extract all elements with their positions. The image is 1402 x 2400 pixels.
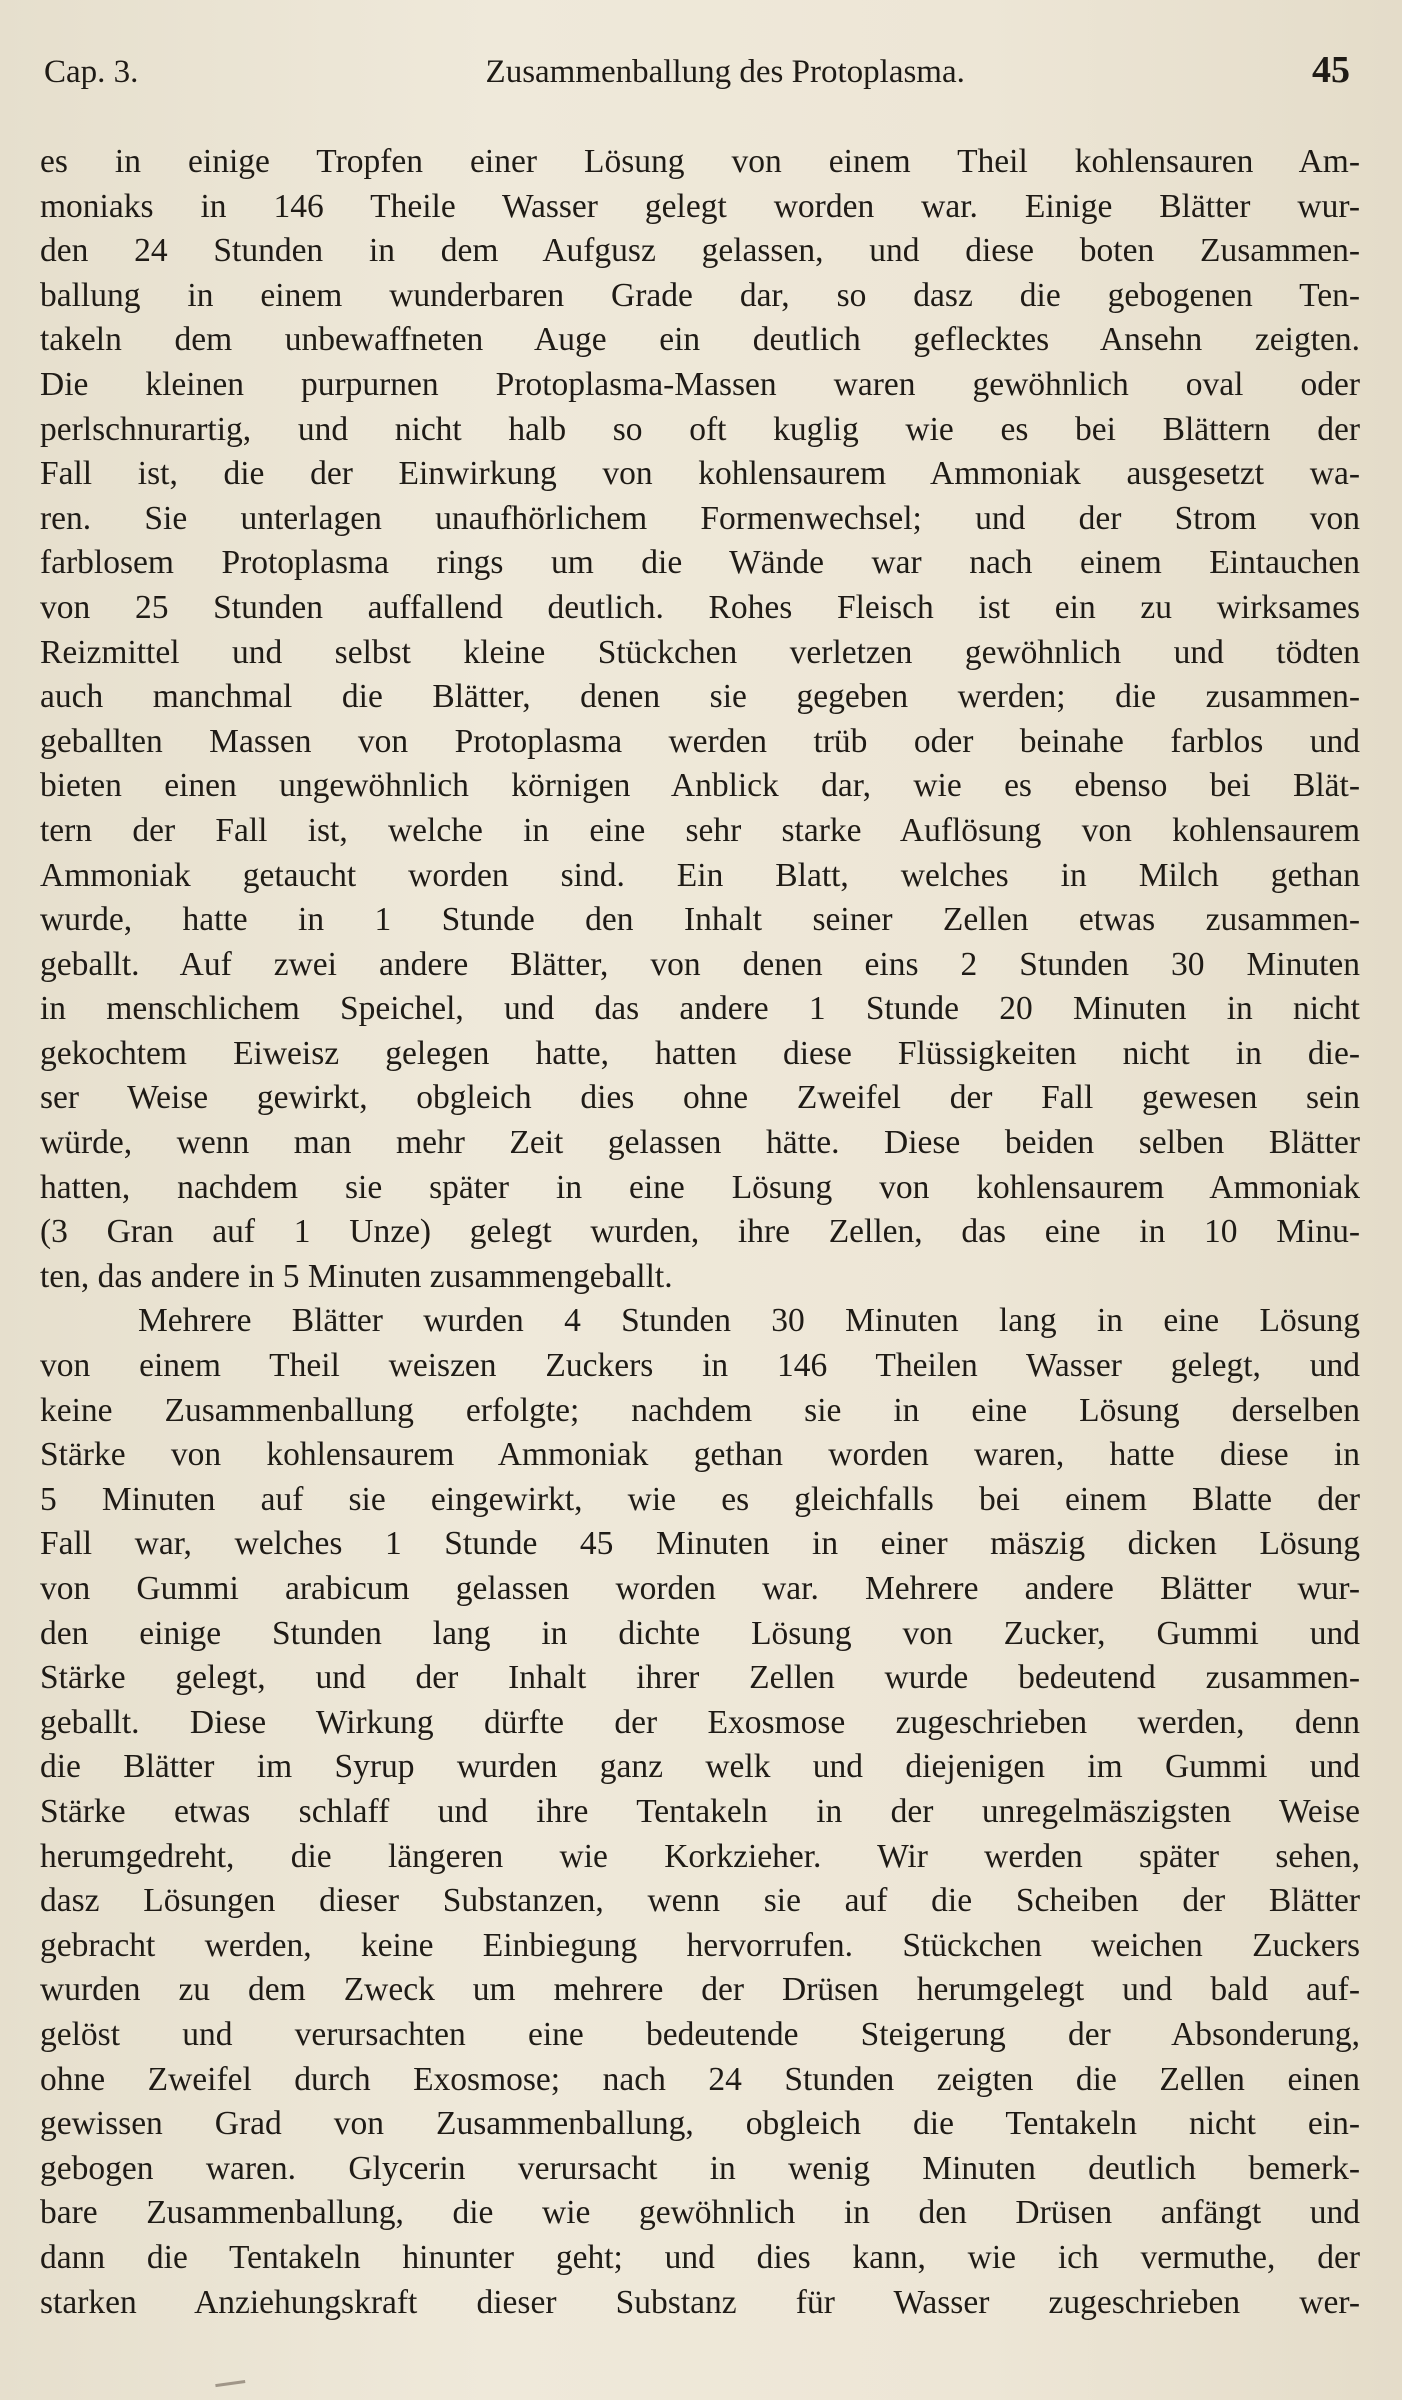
text-line: bieten einen ungewöhnlich körnigen Anblick dar, wie es ebenso bei Blät- bbox=[40, 767, 1360, 805]
text-line: in menschlichem Speichel, und das andere 1 Stunde 20 Minuten in nicht bbox=[40, 990, 1360, 1028]
text-line: Stärke gelegt, und der Inhalt ihrer Zellen wurde bedeutend zusammen- bbox=[40, 1659, 1360, 1697]
text-line: Ammoniak getaucht worden sind. Ein Blatt, welches in Milch gethan bbox=[40, 856, 1360, 894]
text-line: gewissen Grad von Zusammenballung, obgleich die Tentakeln nicht ein- bbox=[40, 2105, 1360, 2143]
text-line: wurden zu dem Zweck um mehrere der Drüsen herumgelegt und bald auf- bbox=[40, 1971, 1360, 2009]
text-line: dann die Tentakeln hinunter geht; und dies kann, wie ich vermuthe, der bbox=[40, 2238, 1360, 2276]
text-line: ohne Zweifel durch Exosmose; nach 24 Stunden zeigten die Zellen einen bbox=[40, 2060, 1360, 2098]
text-line: Fall war, welches 1 Stunde 45 Minuten in einer mäszig dicken Lösung bbox=[40, 1525, 1360, 1563]
text-line: auch manchmal die Blätter, denen sie gegeben werden; die zusammen- bbox=[40, 678, 1360, 716]
text-line: gekochtem Eiweisz gelegen hatte, hatten diese Flüssigkeiten nicht in die- bbox=[40, 1034, 1360, 1072]
text-line: ren. Sie unterlagen unaufhörlichem Formenwechsel; und der Strom von bbox=[40, 499, 1360, 537]
text-line: moniaks in 146 Theile Wasser gelegt worden war. Einige Blätter wur- bbox=[40, 187, 1360, 225]
text-line: Fall ist, die der Einwirkung von kohlensaurem Ammoniak ausgesetzt wa- bbox=[40, 455, 1360, 493]
text-line: von 25 Stunden auffallend deutlich. Rohes Fleisch ist ein zu wirksames bbox=[40, 588, 1360, 626]
text-line: ballung in einem wunderbaren Grade dar, so dasz die gebogenen Ten- bbox=[40, 276, 1360, 314]
text-line: hatten, nachdem sie später in eine Lösung von kohlensaurem Ammoniak bbox=[40, 1168, 1360, 1206]
text-line: bare Zusammenballung, die wie gewöhnlich in den Drüsen anfängt und bbox=[40, 2194, 1360, 2232]
text-line: gelöst und verursachten eine bedeutende Steigerung der Absonderung, bbox=[40, 2015, 1360, 2053]
text-line: 5 Minuten auf sie eingewirkt, wie es gleichfalls bei einem Blatte der bbox=[40, 1480, 1360, 1518]
text-line: von Gummi arabicum gelassen worden war. Mehrere andere Blätter wur- bbox=[40, 1570, 1360, 1607]
text-line: von einem Theil weiszen Zuckers in 146 Theilen Wasser gelegt, und bbox=[40, 1347, 1360, 1385]
text-line-paragraph-end: ten, das andere in 5 Minuten zusammengeballt. bbox=[40, 1257, 673, 1295]
text-line: dasz Lösungen dieser Substanzen, wenn sie auf die Scheiben der Blätter bbox=[40, 1882, 1360, 1920]
running-title: Zusammenballung des Protoplasma. bbox=[485, 54, 965, 90]
text-line: Reizmittel und selbst kleine Stückchen verletzen gewöhnlich und tödten bbox=[40, 633, 1360, 671]
text-line: den einige Stunden lang in dichte Lösung von Zucker, Gummi und bbox=[40, 1614, 1360, 1652]
page-number: 45 bbox=[1311, 49, 1350, 91]
ink-smudge bbox=[215, 2380, 247, 2397]
text-line: gebracht werden, keine Einbiegung hervorrufen. Stückchen weichen Zuckers bbox=[40, 1926, 1360, 1964]
text-line: geballt. Auf zwei andere Blätter, von denen eins 2 Stunden 30 Minuten bbox=[40, 945, 1360, 983]
text-line: es in einige Tropfen einer Lösung von einem Theil kohlensauren Am- bbox=[40, 143, 1360, 180]
running-head bbox=[44, 48, 1350, 104]
text-line: perlschnurartig, und nicht halb so oft kuglig wie es bei Blättern der bbox=[40, 410, 1360, 448]
text-line: den 24 Stunden in dem Aufgusz gelassen, und diese boten Zusammen- bbox=[40, 232, 1360, 270]
text-line: die Blätter im Syrup wurden ganz welk und diejenigen im Gummi und bbox=[40, 1748, 1360, 1786]
text-line: geballten Massen von Protoplasma werden trüb oder beinahe farblos und bbox=[40, 722, 1360, 760]
text-line: starken Anziehungskraft dieser Substanz für Wasser zugeschrieben wer- bbox=[40, 2283, 1360, 2321]
text-line: geballt. Diese Wirkung dürfte der Exosmose zugeschrieben werden, denn bbox=[40, 1703, 1360, 1741]
text-line: (3 Gran auf 1 Unze) gelegt wurden, ihre Zellen, das eine in 10 Minu- bbox=[40, 1213, 1360, 1251]
text-line: Stärke etwas schlaff und ihre Tentakeln in der unregelmäszigsten Weise bbox=[40, 1792, 1360, 1830]
text-line: würde, wenn man mehr Zeit gelassen hätte. Diese beiden selben Blätter bbox=[40, 1124, 1360, 1162]
text-line: Die kleinen purpurnen Protoplasma-Massen waren gewöhnlich oval oder bbox=[40, 365, 1360, 403]
body-text bbox=[40, 140, 1360, 2325]
text-line: wurde, hatte in 1 Stunde den Inhalt seiner Zellen etwas zusammen- bbox=[40, 901, 1360, 939]
text-line: takeln dem unbewaffneten Auge ein deutlich geflecktes Ansehn zeigten. bbox=[40, 321, 1360, 359]
chapter-label: Cap. 3. bbox=[44, 54, 139, 90]
text-line: tern der Fall ist, welche in eine sehr starke Auflösung von kohlensaurem bbox=[40, 811, 1360, 849]
text-line: ser Weise gewirkt, obgleich dies ohne Zweifel der Fall gewesen sein bbox=[40, 1079, 1360, 1117]
text-line: herumgedreht, die längeren wie Korkzieher. Wir werden später sehen, bbox=[40, 1837, 1360, 1875]
text-line: farblosem Protoplasma rings um die Wände war nach einem Eintauchen bbox=[40, 544, 1360, 582]
text-line: gebogen waren. Glycerin verursacht in wenig Minuten deutlich bemerk- bbox=[40, 2149, 1360, 2187]
text-line: Stärke von kohlensaurem Ammoniak gethan worden waren, hatte diese in bbox=[40, 1436, 1360, 1474]
text-line-paragraph-start: Mehrere Blätter wurden 4 Stunden 30 Minuten lang in eine Lösung bbox=[138, 1302, 1360, 1340]
text-line: keine Zusammenballung erfolgte; nachdem sie in eine Lösung derselben bbox=[40, 1391, 1360, 1429]
